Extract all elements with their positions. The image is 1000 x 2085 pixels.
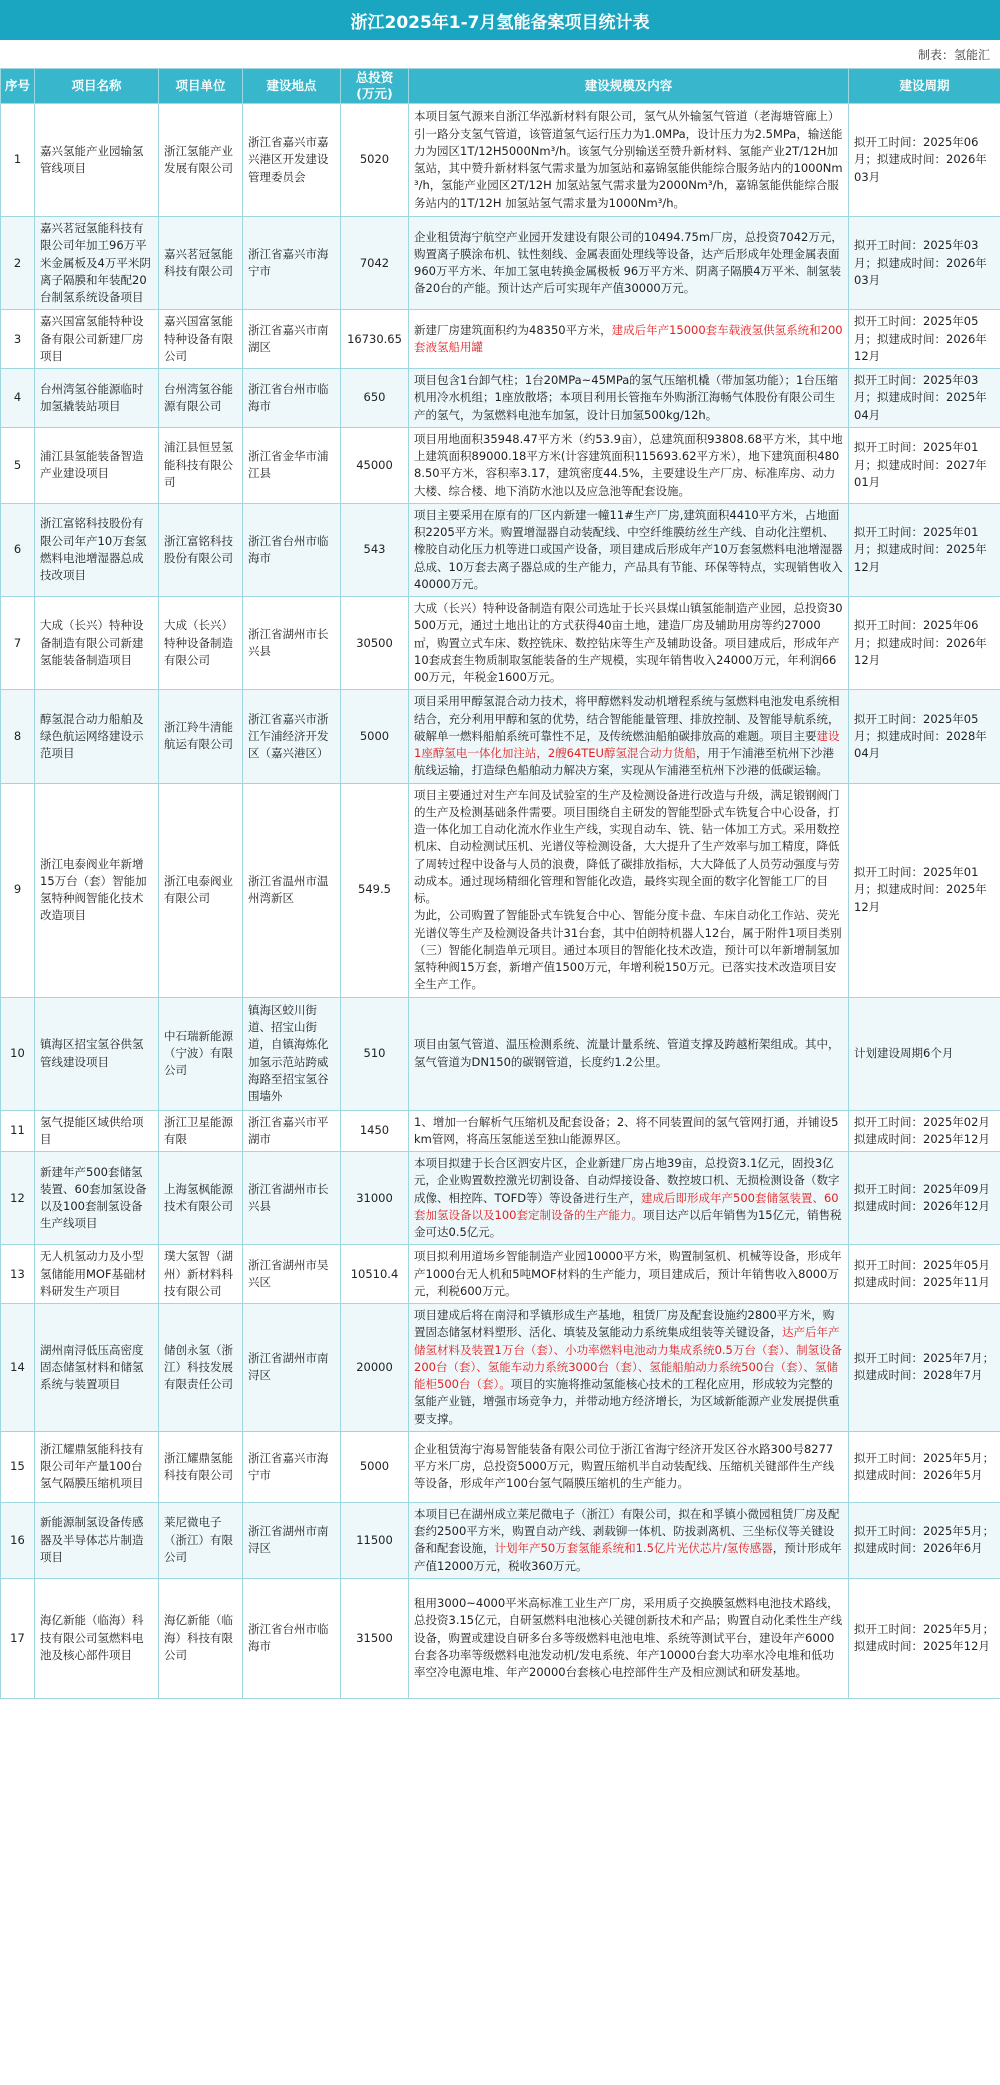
content-text: ，用于乍浦港至杭州下沙港航线运输，打造绿色船舶动力解决方案，实现从乍浦港至杭州下沙港的低碳运输。 bbox=[414, 746, 834, 778]
content-text: 租用3000~4000平米高标准工业生产厂房，采用质子交换膜氢燃料电池技术路线，总投资3.15亿元，自研氢燃料电池核心关键创新技术和产品；购置自动化柔性生产线设备，购置或建设自研多台多等级燃料电池电堆、系统等测试平台，建设年产6000台套各功率等级燃料电池发动机/发电系统、年产10000台套大功率水冷电堆和低功率空冷电源电堆、年产20000台套核心电控部件生产及相应测试和研发基地。 bbox=[414, 1596, 843, 1680]
table-row bbox=[1, 369, 1000, 428]
project-content bbox=[409, 597, 849, 690]
row-number: 1 bbox=[1, 104, 35, 217]
content-text: 本项目拟建于长合区泗安片区，企业新建厂房占地39亩，总投资3.1亿元，固投3亿元，企业购置数控激光切割设备、自动焊接设备、数控坡口机、无损检测设备（数字成像、相控阵、TOFD等）等设备进行生产， bbox=[414, 1156, 840, 1205]
project-name: 醇氢混合动力船舶及绿色航运网络建设示范项目 bbox=[35, 690, 159, 783]
project-investment: 30500 bbox=[341, 597, 409, 690]
project-name: 浙江电泰阀业年新增15万台（套）智能加氢特种阀智能化技术改造项目 bbox=[35, 783, 159, 997]
content-highlight: 建设1座醇氢电一体化加注站，2艘64TEU醇氢混合动力货船 bbox=[414, 728, 840, 760]
project-table bbox=[0, 68, 1000, 1699]
project-location: 浙江省台州市临海市 bbox=[243, 503, 341, 596]
project-unit: 浙江氢能产业发展有限公司 bbox=[159, 104, 243, 217]
project-content bbox=[409, 310, 849, 369]
project-location: 浙江省台州市临海市 bbox=[243, 369, 341, 428]
project-content bbox=[409, 104, 849, 217]
project-unit: 浙江耀鼎氢能科技有限公司 bbox=[159, 1431, 243, 1502]
project-investment: 650 bbox=[341, 369, 409, 428]
project-content bbox=[409, 369, 849, 428]
table-row bbox=[1, 997, 1000, 1110]
row-number: 17 bbox=[1, 1578, 35, 1698]
project-location: 浙江省湖州市长兴县 bbox=[243, 597, 341, 690]
project-period: 拟开工时间：2025年01月；拟建成时间：2027年01月 bbox=[849, 427, 1000, 503]
project-content bbox=[409, 997, 849, 1110]
table-row bbox=[1, 503, 1000, 596]
project-location: 浙江省湖州市南浔区 bbox=[243, 1502, 341, 1578]
table-row bbox=[1, 1110, 1000, 1152]
project-content bbox=[409, 1502, 849, 1578]
table-row bbox=[1, 427, 1000, 503]
content-text: 企业租赁海宁航空产业园开发建设有限公司的10494.75m厂房，总投资7042万元，购置离子膜涂布机、钛性刻线、金属表面处理线等设备，达产后形成年处理金属表面960万平方米、年加工氢电转换金属极板 96万平方米、阴离子隔膜4万平米、制氢装备20台的产能。预计达产后可实现年产值30000万元。 bbox=[414, 229, 843, 296]
table-row bbox=[1, 1502, 1000, 1578]
project-investment: 16730.65 bbox=[341, 310, 409, 369]
content-text: 新建厂房建筑面积约为48350平方米， bbox=[414, 322, 612, 337]
project-period: 拟开工时间：2025年7月；拟建成时间：2028年7月 bbox=[849, 1304, 1000, 1432]
project-unit: 海亿新能（临海）科技有限公司 bbox=[159, 1578, 243, 1698]
table-row bbox=[1, 783, 1000, 997]
content-text: 本项目氢气源来自浙江华泓新材料有限公司，氢气从外输氢气管道（老海塘管廊上）引一路分支氢气管道，该管道氢气运行压力为1.0MPa，设计压力为2.5MPa，输送能力为园区1T/12H5000Nm³/h。该氢气分别输送至赞升新材料、氢能产业2T/12H加氢站，其中赞升新材料氢气需求量为加氢站和嘉锦氢能供能综合服务站内的1000Nm³/h，氢能产业园区2T/12H 加氢站氢气需求量为2000Nm³/h，嘉锦氢能供能综合服务站内的1T/12H 加氢站氢气需求量为1000Nm³/h。 bbox=[414, 109, 843, 210]
row-number: 9 bbox=[1, 783, 35, 997]
table-row bbox=[1, 1152, 1000, 1245]
row-number: 16 bbox=[1, 1502, 35, 1578]
content-text: 项目建成后将在南浔和孚镇形成生产基地，租赁厂房及配套设施约2800平方米，购置固态储氢材料塑形、活化、填装及氢能动力系统集成组装等关键设备， bbox=[414, 1308, 835, 1340]
project-content bbox=[409, 1431, 849, 1502]
project-investment: 7042 bbox=[341, 217, 409, 310]
project-content bbox=[409, 427, 849, 503]
content-text: 企业租赁海宁海易智能装备有限公司位于浙江省海宁经济开发区谷水路300号8277平方米厂房，总投资5000万元，购置压缩机半自动装配线、压缩机关键部件生产线等设备，形成年产100台氢气隔膜压缩机的生产能力。 bbox=[414, 1441, 835, 1491]
header-name: 项目名称 bbox=[35, 69, 159, 104]
project-name: 嘉兴茗冠氢能科技有限公司年加工96万平米金属板及4万平米阴离子隔膜和年装配20台制氢系统设备项目 bbox=[35, 217, 159, 310]
row-number: 6 bbox=[1, 503, 35, 596]
project-investment: 45000 bbox=[341, 427, 409, 503]
project-period: 拟开工时间：2025年05月；拟建成时间：2026年12月 bbox=[849, 310, 1000, 369]
project-period: 拟开工时间：2025年01月；拟建成时间：2025年12月 bbox=[849, 783, 1000, 997]
table-row bbox=[1, 104, 1000, 217]
project-unit: 台州湾氢谷能源有限公司 bbox=[159, 369, 243, 428]
content-text: 项目主要采用在原有的厂区内新建一幢11#生产厂房,建筑面积4410平方米，占地面积2205平方米。购置增湿器自动装配线、中空纤维膜纺丝生产线、自动化注塑机、橡胶自动化压力机等进口或国产设备，项目建成后形成年产10万套氢燃料电池增湿器总成、10万套去离子器总成的生产能力，产品具有节能、环保等特点，实现销售收入40000万元。 bbox=[414, 507, 843, 591]
project-location: 浙江省嘉兴市嘉兴港区开发建设管理委员会 bbox=[243, 104, 341, 217]
project-name: 新建年产500套储氢装置、60套加氢设备以及100套制氢设备生产线项目 bbox=[35, 1152, 159, 1245]
project-investment: 510 bbox=[341, 997, 409, 1110]
header-invest: 总投资 (万元) bbox=[341, 69, 409, 104]
project-investment: 5000 bbox=[341, 690, 409, 783]
page-title: 浙江2025年1-7月氢能备案项目统计表 bbox=[0, 0, 1000, 40]
project-unit: 储创永氢（浙江）科技发展有限责任公司 bbox=[159, 1304, 243, 1432]
project-content bbox=[409, 690, 849, 783]
project-investment: 20000 bbox=[341, 1304, 409, 1432]
project-period: 拟开工时间：2025年03月；拟建成时间：2025年04月 bbox=[849, 369, 1000, 428]
project-location: 浙江省湖州市南浔区 bbox=[243, 1304, 341, 1432]
project-name: 台州湾氢谷能源临时加氢撬装站项目 bbox=[35, 369, 159, 428]
project-location: 浙江省嘉兴市海宁市 bbox=[243, 217, 341, 310]
project-location: 浙江省金华市浦江县 bbox=[243, 427, 341, 503]
project-location: 浙江省嘉兴市平湖市 bbox=[243, 1110, 341, 1152]
project-investment: 1450 bbox=[341, 1110, 409, 1152]
project-name: 无人机氢动力及小型氢储能用MOF基础材料研发生产项目 bbox=[35, 1245, 159, 1304]
table-header-row bbox=[1, 69, 1000, 104]
project-content bbox=[409, 503, 849, 596]
project-investment: 31000 bbox=[341, 1152, 409, 1245]
content-text: 项目包含1台卸气柱；1台20MPa~45MPa的氢气压缩机橇（带加氢功能）；1台压缩机用冷水机组；1座放散塔；本项目利用长管拖车外购浙江海畅气体股份有限公司生产的氢气，为氢燃料电池车加氢，设计日加氢500kg/12h。 bbox=[414, 373, 838, 422]
project-unit: 上海氢枫能源技术有限公司 bbox=[159, 1152, 243, 1245]
project-name: 氢气提能区域供给项目 bbox=[35, 1110, 159, 1152]
header-period: 建设周期 bbox=[849, 69, 1000, 104]
project-name: 浙江耀鼎氢能科技有限公司年产量100台氢气隔膜压缩机项目 bbox=[35, 1431, 159, 1502]
content-text: 项目的实施将推动氢能核心技术的工程化应用，形成较为完整的氢能产业链，增强市场竞争力，并带动地方经济增长，为区域新能源产业发展提供重要支撑。 bbox=[414, 1377, 840, 1426]
project-name: 浙江富铭科技股份有限公司年产10万套氢燃料电池增湿器总成技改项目 bbox=[35, 503, 159, 596]
table-row bbox=[1, 1431, 1000, 1502]
content-text: 项目主要通过对生产车间及试验室的生产及检测设备进行改造与升级，满足锻钢阀门的生产及检测基础条件需要。项目围绕自主研发的智能型卧式车铣复合中心设备，打造一体化加工自动化流水作业生产线，实现自动车、铣、钻一体加工方式。采用数控机床、自动检测试压机、光谱仪等检测设备，大大提升了生产效率与加工精度，降低了周转过程中设备与人员的浪费，降低了碳排放指标，大大降低了人员劳动强度与劳动成本。通过现场精细化管理和智能化改造，最终实现全面的数字化智能工厂的目标。 为此，公司购置了智能卧式车铣复合中心、智能分度卡盘、车床自动化工作站、荧光光谱仪等生产及检测设备共计31台套，其中伯朗特机器人12台，属于附件1项目类别（三）智能化制造单元项目。通过本项目的智能化技术改造，预计可以年新增制氢加氢特种阀15万套，新增产值1500万元，年增利税150万元。已落实技术改造项目安全生产工作。 bbox=[414, 787, 842, 992]
content-text: 项目用地面积35948.47平方米（约53.9亩），总建筑面积93808.68平方米，其中地上建筑面积89000.18平方米(计容建筑面积115693.62平方米），地下建筑面积4808.50平方米，容积率3.17，建筑密度44.5%，主要建设生产厂房、标准库房、动力大楼、综合楼、地下消防水池以及应急池等配套设施。 bbox=[414, 431, 843, 498]
header-no: 序号 bbox=[1, 69, 35, 104]
row-number: 13 bbox=[1, 1245, 35, 1304]
project-location: 浙江省嘉兴市浙江乍浦经济开发区（嘉兴港区） bbox=[243, 690, 341, 783]
project-location: 浙江省嘉兴市海宁市 bbox=[243, 1431, 341, 1502]
project-period: 拟开工时间：2025年06月；拟建成时间：2026年12月 bbox=[849, 597, 1000, 690]
content-text: 项目由氢气管道、温压检测系统、流量计量系统、管道支撑及跨越桁架组成。其中，氢气管道为DN150的碳钢管道，长度约1.2公里。 bbox=[414, 1037, 840, 1069]
project-name: 浦江县氢能装备智造产业建设项目 bbox=[35, 427, 159, 503]
content-text: 项目拟利用道场乡智能制造产业园10000平方米，购置制氢机、机械等设备，形成年产1000台无人机和5吨MOF材料的生产能力，项目建成后，预计年销售收入8000万元，利税600万元。 bbox=[414, 1249, 842, 1298]
project-location: 镇海区蛟川街道、招宝山街道，自镇海炼化加氢示范站跨威海路至招宝氢谷围墙外 bbox=[243, 997, 341, 1110]
header-unit: 项目单位 bbox=[159, 69, 243, 104]
content-text: 1、增加一台解析气压缩机及配套设备；2、将不同装置间的氢气管网打通，并铺设5km管网，将高压氢能送至独山能源界区。 bbox=[414, 1114, 839, 1146]
table-row bbox=[1, 597, 1000, 690]
table-row bbox=[1, 1304, 1000, 1432]
row-number: 3 bbox=[1, 310, 35, 369]
project-location: 浙江省湖州市长兴县 bbox=[243, 1152, 341, 1245]
project-unit: 嘉兴茗冠氢能科技有限公司 bbox=[159, 217, 243, 310]
project-name: 海亿新能（临海）科技有限公司氢燃料电池及核心部件项目 bbox=[35, 1578, 159, 1698]
project-period: 拟开工时间：2025年05月 拟建成时间：2025年11月 bbox=[849, 1245, 1000, 1304]
project-investment: 31500 bbox=[341, 1578, 409, 1698]
row-number: 7 bbox=[1, 597, 35, 690]
content-highlight: 建成后年产15000套车载液氢供氢系统和200套液氢船用罐 bbox=[414, 322, 843, 355]
project-period: 拟开工时间：2025年02月 拟建成时间：2025年12月 bbox=[849, 1110, 1000, 1152]
project-unit: 嘉兴国富氢能特种设备有限公司 bbox=[159, 310, 243, 369]
project-content bbox=[409, 1110, 849, 1152]
project-name: 大成（长兴）特种设备制造有限公司新建氢能装备制造项目 bbox=[35, 597, 159, 690]
project-period: 拟开工时间：2025年03月；拟建成时间：2026年03月 bbox=[849, 217, 1000, 310]
table-row bbox=[1, 310, 1000, 369]
project-name: 湖州南浔低压高密度固态储氢材料和储氢系统与装置项目 bbox=[35, 1304, 159, 1432]
row-number: 10 bbox=[1, 997, 35, 1110]
project-location: 浙江省湖州市吴兴区 bbox=[243, 1245, 341, 1304]
content-text: 项目采用甲醇氢混合动力技术，将甲醇燃料发动机增程系统与氢燃料电池发电系统相结合，充分利用甲醇和氢的优势，结合智能能量管理、排放控制、及智能导航系统，破解单一燃料船舶系统可靠性不足，及传统燃油船舶碳排放高的难题。项目主要 bbox=[414, 694, 840, 743]
row-number: 14 bbox=[1, 1304, 35, 1432]
project-period: 拟开工时间：2025年5月；拟建成时间：2026年5月 bbox=[849, 1431, 1000, 1502]
project-location: 浙江省温州市温州湾新区 bbox=[243, 783, 341, 997]
row-number: 11 bbox=[1, 1110, 35, 1152]
project-period: 拟开工时间：2025年05月；拟建成时间：2028年04月 bbox=[849, 690, 1000, 783]
project-content bbox=[409, 1152, 849, 1245]
project-investment: 5020 bbox=[341, 104, 409, 217]
table-row bbox=[1, 690, 1000, 783]
content-highlight: 建成后即形成年产500套储氢装置、60套加氢设备以及100套定制设备的生产能力。 bbox=[414, 1190, 839, 1222]
row-number: 2 bbox=[1, 217, 35, 310]
project-unit: 浙江电泰阀业有限公司 bbox=[159, 783, 243, 997]
table-row bbox=[1, 1578, 1000, 1698]
project-location: 浙江省嘉兴市南湖区 bbox=[243, 310, 341, 369]
project-content bbox=[409, 1304, 849, 1432]
content-text: 项目达产以后年销售为15亿元，销售税金可达0.5亿元。 bbox=[414, 1207, 842, 1239]
project-name: 嘉兴氢能产业园输氢管线项目 bbox=[35, 104, 159, 217]
project-unit: 浙江卫星能源有限 bbox=[159, 1110, 243, 1152]
table-row bbox=[1, 1245, 1000, 1304]
project-unit: 中石瑞新能源（宁波）有限公司 bbox=[159, 997, 243, 1110]
project-unit: 浙江羚牛清能航运有限公司 bbox=[159, 690, 243, 783]
project-content bbox=[409, 1578, 849, 1698]
content-text: 本项目已在湖州成立莱尼微电子（浙江）有限公司，拟在和孚镇小微园租赁厂房及配套约2500平方米，购置自动产线、剥载铆一体机、防拔剥离机、三坐标仪等关键设备和配套设施， bbox=[414, 1506, 840, 1556]
project-location: 浙江省台州市临海市 bbox=[243, 1578, 341, 1698]
project-investment: 549.5 bbox=[341, 783, 409, 997]
project-period: 拟开工时间：2025年01月；拟建成时间：2025年12月 bbox=[849, 503, 1000, 596]
content-highlight: 计划年产50万套氢能系统和1.5亿片光伏芯片/氢传感器 bbox=[494, 1541, 773, 1556]
project-period: 拟开工时间：2025年5月；拟建成时间：2026年6月 bbox=[849, 1502, 1000, 1578]
row-number: 5 bbox=[1, 427, 35, 503]
row-number: 4 bbox=[1, 369, 35, 428]
project-name: 新能源制氢设备传感器及半导体芯片制造项目 bbox=[35, 1502, 159, 1578]
project-investment: 10510.4 bbox=[341, 1245, 409, 1304]
project-name: 嘉兴国富氢能特种设备有限公司新建厂房项目 bbox=[35, 310, 159, 369]
row-number: 8 bbox=[1, 690, 35, 783]
row-number: 15 bbox=[1, 1431, 35, 1502]
project-unit: 莱尼微电子（浙江）有限公司 bbox=[159, 1502, 243, 1578]
project-unit: 大成（长兴）特种设备制造有限公司 bbox=[159, 597, 243, 690]
project-period: 计划建设周期6个月 bbox=[849, 997, 1000, 1110]
project-unit: 璞大氢智（湖州）新材料科技有限公司 bbox=[159, 1245, 243, 1304]
project-period: 拟开工时间：2025年09月 拟建成时间：2026年12月 bbox=[849, 1152, 1000, 1245]
header-content: 建设规模及内容 bbox=[409, 69, 849, 104]
row-number: 12 bbox=[1, 1152, 35, 1245]
content-text: 大成（长兴）特种设备制造有限公司选址于长兴县煤山镇氢能制造产业园，总投资30500万元，通过土地出让的方式获得40亩土地，建造厂房及辅助用房等约27000㎡，购置立式车床、数控铣床、数控钻床等生产及辅助设备。项目建成后，形成年产10套成套生物质制取氢能装备的生产规模，实现年销售收入24000万元，年利润6600万元，年税金1600万元。 bbox=[414, 601, 843, 684]
header-location: 建设地点 bbox=[243, 69, 341, 104]
project-content bbox=[409, 217, 849, 310]
project-unit: 浙江富铭科技股份有限公司 bbox=[159, 503, 243, 596]
content-text: ，预计形成年产值12000万元，税收360万元。 bbox=[414, 1541, 842, 1573]
project-name: 镇海区招宝氢谷供氢管线建设项目 bbox=[35, 997, 159, 1110]
project-content bbox=[409, 1245, 849, 1304]
table-row bbox=[1, 217, 1000, 310]
content-highlight: 达产后年产储氢材料及装置1万台（套）、小功率燃料电池动力集成系统0.5万台（套）、制氢设备200台（套）、氢能车动力系统3000台（套）、氢能船舶动力系统500台（套）、氢储能柜500台（套）。 bbox=[414, 1325, 843, 1391]
table-maker-note: 制表：氢能汇 bbox=[917, 47, 990, 62]
project-investment: 11500 bbox=[341, 1502, 409, 1578]
project-content bbox=[409, 783, 849, 997]
project-period: 拟开工时间：2025年06月；拟建成时间：2026年03月 bbox=[849, 104, 1000, 217]
project-unit: 浦江县恒昱氢能科技有限公司 bbox=[159, 427, 243, 503]
project-investment: 543 bbox=[341, 503, 409, 596]
project-period: 拟开工时间：2025年5月；拟建成时间：2025年12月 bbox=[849, 1578, 1000, 1698]
project-investment: 5000 bbox=[341, 1431, 409, 1502]
